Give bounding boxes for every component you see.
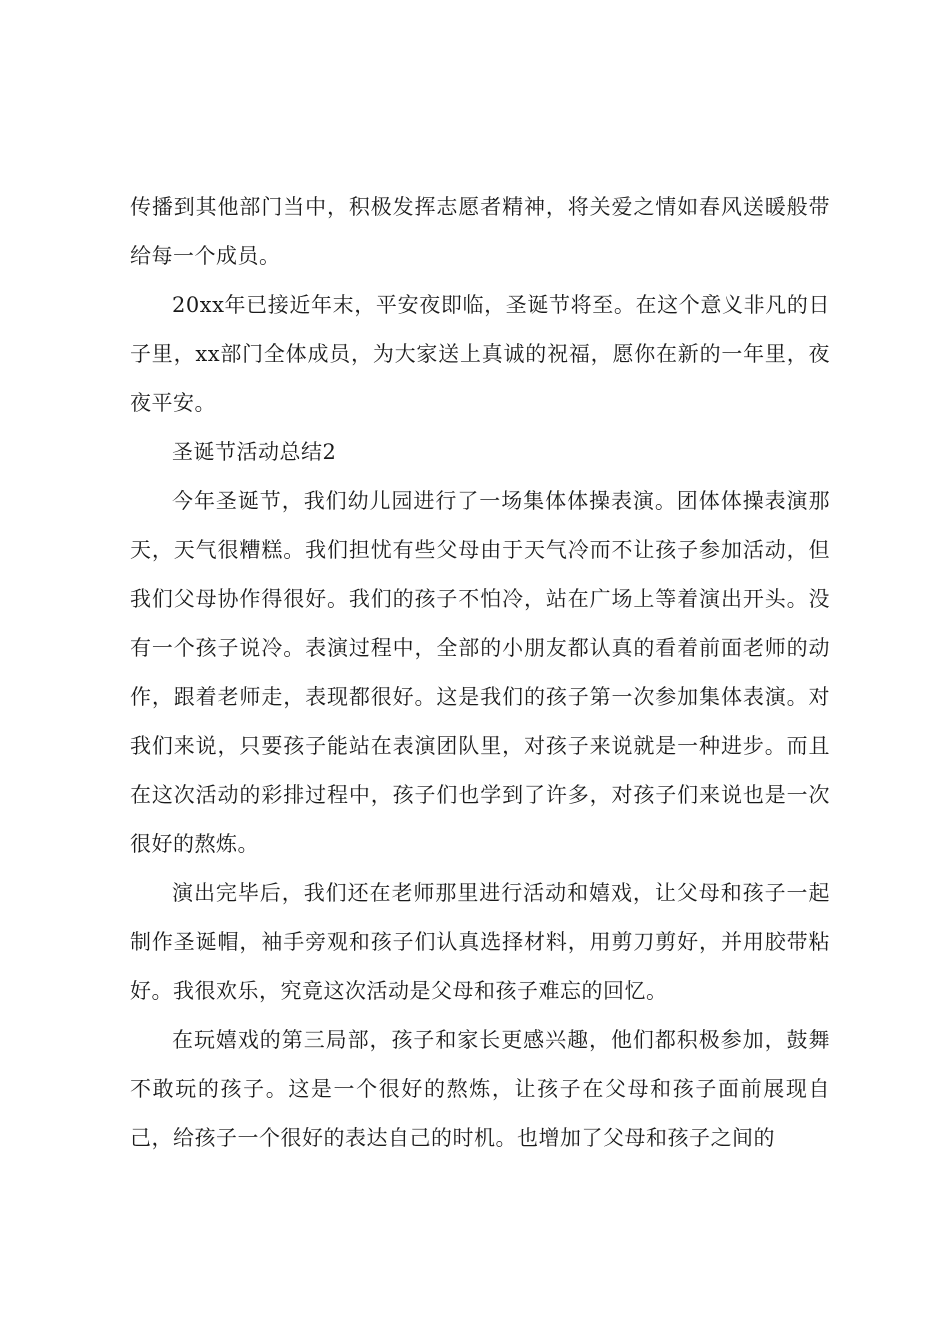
paragraph-year-end: 20xx年已接近年末，平安夜即临，圣诞节将至。在这个意义非凡的日子里，xx部门全体成员，为大家送上真诚的祝福，愿你在新的一年里，夜夜平安。 (130, 293, 830, 415)
document-body (130, 183, 830, 1163)
paragraph-performance: 今年圣诞节，我们幼儿园进行了一场集体体操表演。团体体操表演那天，天气很糟糕。我们担忧有些父母由于天气冷而不让孩子参加活动，但我们父母协作得很好。我们的孩子不怕冷，站在广场上等着演出开头。没有一个孩子说冷。表演过程中，全部的小朋友都认真的看着前面老师的动作，跟着老师走，表现都很好。这是我们的孩子第一次参加集体表演。对我们来说，只要孩子能站在表演团队里，对孩子来说就是一种进步。而且在这次活动的彩排过程中，孩子们也学到了许多，对孩子们来说也是一次很好的熬炼。 (130, 489, 830, 856)
paragraph-activity: 演出完毕后，我们还在老师那里进行活动和嬉戏，让父母和孩子一起制作圣诞帽，袖手旁观和孩子们认真选择材料，用剪刀剪好，并用胶带粘好。我很欢乐，究竟这次活动是父母和孩子难忘的回忆。 (130, 881, 830, 1003)
paragraph-games: 在玩嬉戏的第三局部，孩子和家长更感兴趣，他们都积极参加，鼓舞不敢玩的孩子。这是一个很好的熬炼，让孩子在父母和孩子面前展现自己，给孩子一个很好的表达自己的时机。也增加了父母和孩子之间的 (130, 1028, 830, 1150)
section-heading: 圣诞节活动总结2 (172, 440, 337, 464)
paragraph-continuation: 传播到其他部门当中，积极发挥志愿者精神，将关爱之情如春风送暖般带给每一个成员。 (130, 195, 830, 268)
